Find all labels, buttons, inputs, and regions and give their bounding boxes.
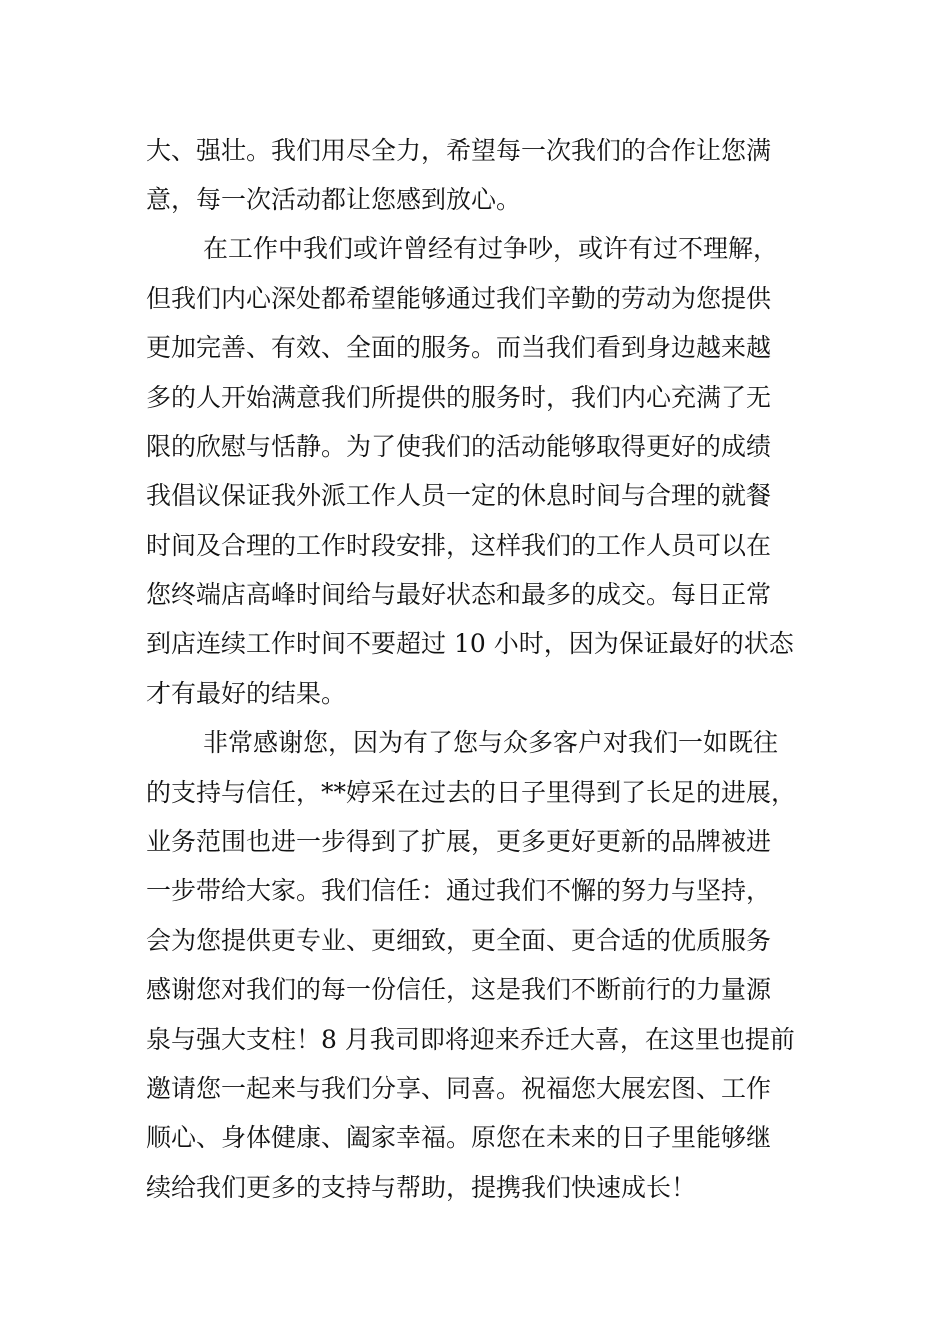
text-line: 的支持与信任，**婷采在过去的日子里得到了长足的进展， [146, 778, 797, 807]
text-line: 我倡议保证我外派工作人员一定的休息时间与合理的就餐 [146, 481, 772, 510]
text-line: 业务范围也进一步得到了扩展，更多更好更新的品牌被进 [146, 827, 772, 856]
text-line: 意，每一次活动都让您感到放心。 [146, 185, 522, 214]
text-line: 感谢您对我们的每一份信任，这是我们不断前行的力量源 [146, 975, 772, 1004]
paragraph-3-line-3 [0, 822, 950, 862]
paragraph-3-line-9 [0, 1118, 950, 1158]
paragraph-2-line-2 [0, 279, 950, 319]
text-line: 在工作中我们或许曾经有过争吵，或许有过不理解， [203, 234, 779, 263]
text-line: 限的欣慰与恬静。为了使我们的活动能够取得更好的成绩 [146, 432, 772, 461]
paragraph-3-line-10 [0, 1168, 950, 1208]
paragraph-3-line-5 [0, 921, 950, 961]
text-line: 但我们内心深处都希望能够通过我们辛勤的劳动为您提供 [146, 284, 772, 313]
paragraph-2-line-3 [0, 328, 950, 368]
paragraph-2-line-9 [0, 624, 950, 664]
paragraph-1-line-1 [0, 131, 950, 171]
text-line: 非常感谢您，因为有了您与众多客户对我们一如既往 [203, 728, 779, 757]
text-line: 会为您提供更专业、更细致，更全面、更合适的优质服务 [146, 926, 772, 955]
paragraph-2-line-1 [0, 229, 950, 269]
text-line: 时间及合理的工作时段安排，这样我们的工作人员可以在 [146, 531, 772, 560]
paragraph-2-line-5 [0, 427, 950, 467]
paragraph-3-line-2 [0, 773, 950, 813]
text-line: 您终端店高峰时间给与最好状态和最多的成交。每日正常 [146, 580, 772, 609]
text-line: 多的人开始满意我们所提供的服务时，我们内心充满了无 [146, 383, 772, 412]
text-line: 到店连续工作时间不要超过 10 小时，因为保证最好的状态 [146, 629, 794, 658]
paragraph-2-line-7 [0, 526, 950, 566]
text-line: 顺心、身体健康、阖家幸福。原您在未来的日子里能够继 [146, 1123, 772, 1152]
paragraph-2-line-4 [0, 378, 950, 418]
paragraph-2-line-6 [0, 476, 950, 516]
text-line: 才有最好的结果。 [146, 679, 347, 708]
text-line: 邀请您一起来与我们分享、同喜。祝福您大展宏图、工作 [146, 1074, 772, 1103]
paragraph-3-line-4 [0, 871, 950, 911]
text-line: 续给我们更多的支持与帮助，提携我们快速成长！ [146, 1173, 697, 1202]
paragraph-1-line-2 [0, 180, 950, 220]
text-line: 泉与强大支柱！8 月我司即将迎来乔迁大喜，在这里也提前 [146, 1025, 795, 1054]
text-line: 更加完善、有效、全面的服务。而当我们看到身边越来越 [146, 333, 772, 362]
paragraph-3-line-8 [0, 1069, 950, 1109]
paragraph-2-line-10 [0, 674, 950, 714]
paragraph-2-line-8 [0, 575, 950, 615]
paragraph-3-line-1 [0, 723, 950, 763]
text-line: 一步带给大家。我们信任：通过我们不懈的努力与坚持， [146, 876, 772, 905]
text-line: 大、强壮。我们用尽全力，希望每一次我们的合作让您满 [146, 136, 772, 165]
paragraph-3-line-7 [0, 1020, 950, 1060]
paragraph-3-line-6 [0, 970, 950, 1010]
